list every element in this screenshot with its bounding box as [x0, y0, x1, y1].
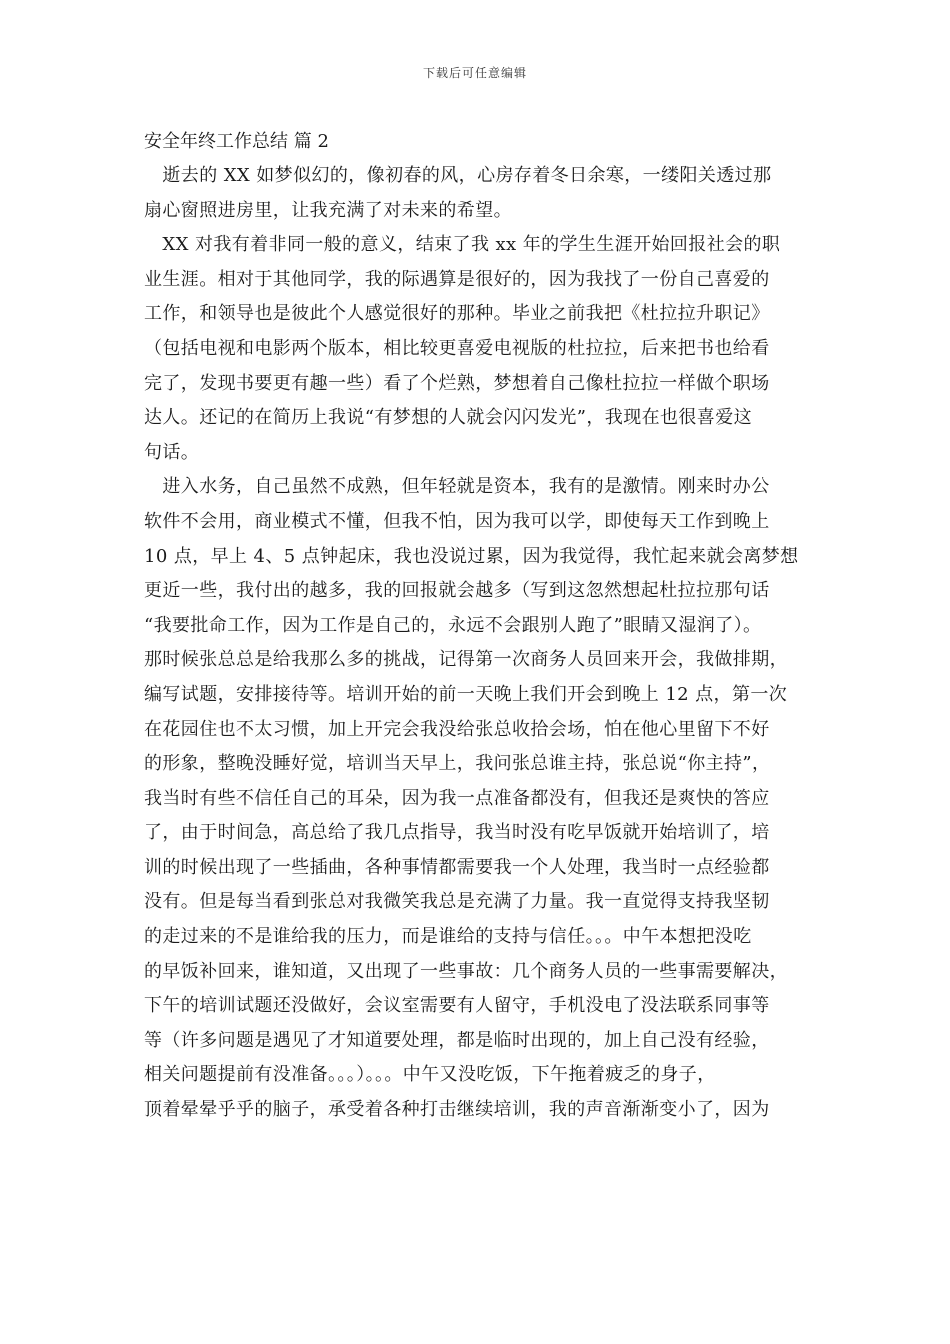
text-line: 的早饭补回来，谁知道，又出现了一些事故：几个商务人员的一些事需要解决， [144, 960, 788, 982]
text-line: 编写试题，安排接待等。培训开始的前一天晚上我们开会到晚上 12 点，第一次 [144, 683, 788, 705]
text-line: 我当时有些不信任自己的耳朵，因为我一点准备都没有，但我还是爽快的答应 [144, 787, 770, 809]
text-line: 业生涯。相对于其他同学，我的际遇算是很好的，因为我找了一份自己喜爱的 [144, 268, 770, 290]
text-line: 的形象，整晚没睡好觉，培训当天早上，我问张总谁主持，张总说“你主持”， [144, 753, 771, 775]
document-text [144, 159, 814, 1128]
text-line: 软件不会用，商业模式不懂，但我不怕，因为我可以学，即使每天工作到晚上 [144, 510, 770, 532]
document-title: 安全年终工作总结 篇 2 [144, 131, 329, 152]
text-line: 更近一些，我付出的越多，我的回报就会越多（写到这忽然想起杜拉拉那句话 [144, 580, 770, 602]
text-line: 等（许多问题是遇见了才知道要处理，都是临时出现的，加上自己没有经验， [144, 1029, 770, 1051]
text-line: 10 点，早上 4、5 点钟起床，我也没说过累，因为我觉得，我忙起来就会离梦想 [144, 545, 799, 567]
text-line: 进入水务，自己虽然不成熟，但年轻就是资本，我有的是激情。刚来时办公 [144, 476, 770, 498]
document-body [144, 125, 814, 1128]
text-line: 句话。 [144, 441, 200, 463]
text-line: 逝去的 XX 如梦似幻的，像初春的风，心房存着冬日余寒，一缕阳关透过那 [144, 165, 772, 186]
text-line: 没有。但是每当看到张总对我微笑我总是充满了力量。我一直觉得支持我坚韧 [144, 891, 770, 913]
text-line: “我要批命工作，因为工作是自己的，永远不会跟别人跑了”眼睛又湿润了）。 [144, 614, 762, 636]
text-line: 顶着晕晕乎乎的脑子，承受着各种打击继续培训，我的声音渐渐变小了，因为 [144, 1099, 770, 1121]
text-line: 训的时候出现了一些插曲，各种事情都需要我一个人处理，我当时一点经验都 [144, 856, 770, 878]
text-line: 达人。还记的在简历上我说“有梦想的人就会闪闪发光”，我现在也很喜爱这 [144, 407, 753, 429]
page-header-note: 下载后可任意编辑 [422, 66, 527, 80]
text-line: 那时候张总总是给我那么多的挑战，记得第一次商务人员回来开会，我做排期， [144, 649, 788, 671]
text-line: 的走过来的不是谁给我的压力，而是谁给的支持与信任。。。中午本想把没吃 [144, 926, 752, 948]
text-line: 工作，和领导也是彼此个人感觉很好的那种。毕业之前我把《杜拉拉升职记》 [144, 303, 770, 325]
text-line: 了，由于时间急，高总给了我几点指导，我当时没有吃早饭就开始培训了，培 [144, 822, 770, 844]
text-line: 扇心窗照进房里，让我充满了对未来的希望。 [144, 199, 512, 221]
text-line: XX 对我有着非同一般的意义，结束了我 xx 年的学生生涯开始回报社会的职 [144, 234, 781, 256]
text-line: 完了，发现书要更有趣一些）看了个烂熟，梦想着自己像杜拉拉一样做个职场 [144, 372, 770, 394]
text-line: 下午的培训试题还没做好，会议室需要有人留守，手机没电了没法联系同事等 [144, 995, 770, 1017]
text-line: （包括电视和电影两个版本，相比较更喜爱电视版的杜拉拉，后来把书也给看 [144, 337, 770, 359]
text-line: 在花园住也不太习惯，加上开完会我没给张总收拾会场，怕在他心里留下不好 [144, 718, 770, 740]
text-line: 相关问题提前有没准备。。。）。。。中午又没吃饭，下午拖着疲乏的身子， [144, 1064, 716, 1086]
